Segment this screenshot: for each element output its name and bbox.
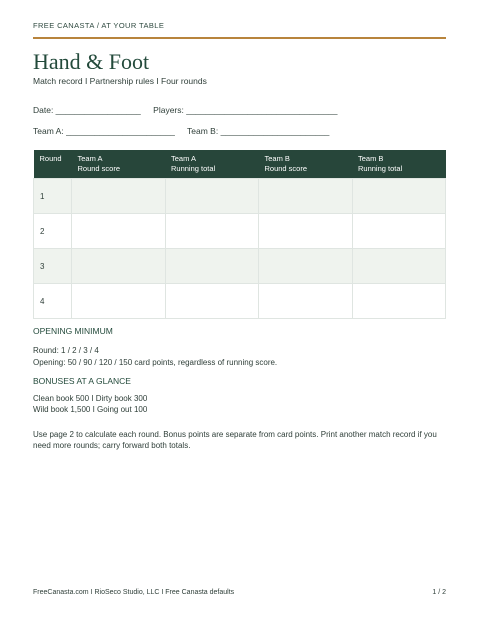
table-row bbox=[34, 179, 446, 214]
date-field[interactable]: Date: __________________ bbox=[33, 105, 141, 115]
opening-minimum-heading: OPENING MINIMUM bbox=[33, 326, 113, 336]
score-cell[interactable] bbox=[352, 214, 446, 249]
score-cell[interactable] bbox=[165, 214, 259, 249]
score-cell[interactable] bbox=[352, 284, 446, 319]
bonuses-line-2: Wild book 1,500 I Going out 100 bbox=[33, 405, 148, 414]
score-cell[interactable] bbox=[72, 284, 166, 319]
table-row bbox=[34, 284, 446, 319]
score-cell[interactable] bbox=[352, 249, 446, 284]
round-number: 3 bbox=[34, 249, 72, 284]
score-cell[interactable] bbox=[72, 214, 166, 249]
round-number: 2 bbox=[34, 214, 72, 249]
players-field[interactable]: Players: ________________________________ bbox=[153, 105, 338, 115]
score-cell[interactable] bbox=[259, 179, 353, 214]
bonuses-line-1: Clean book 500 I Dirty book 300 bbox=[33, 394, 148, 403]
header-rule bbox=[33, 37, 446, 39]
team-a-field[interactable]: Team A: _______________________ bbox=[33, 126, 175, 136]
round-number: 1 bbox=[34, 179, 72, 214]
round-number: 4 bbox=[34, 284, 72, 319]
instructions-note: Use page 2 to calculate each round. Bonus points are separate from card points. Print another match record if you need more rounds; carry forward both totals. bbox=[33, 430, 437, 450]
score-cell[interactable] bbox=[259, 214, 353, 249]
header-round: Round bbox=[34, 150, 72, 179]
score-cell[interactable] bbox=[352, 179, 446, 214]
score-cell[interactable] bbox=[259, 284, 353, 319]
opening-round-line: Round: 1 / 2 / 3 / 4 bbox=[33, 346, 99, 355]
score-table bbox=[33, 150, 446, 319]
score-cell[interactable] bbox=[72, 249, 166, 284]
header-team-b-round: Team B Round score bbox=[259, 150, 353, 179]
page-number: 1 / 2 bbox=[432, 589, 446, 596]
bonuses-heading: BONUSES AT A GLANCE bbox=[33, 376, 131, 386]
score-cell[interactable] bbox=[165, 179, 259, 214]
score-cell[interactable] bbox=[259, 249, 353, 284]
team-b-field[interactable]: Team B: _______________________ bbox=[187, 126, 330, 136]
score-cell[interactable] bbox=[165, 249, 259, 284]
header-team-a-round: Team A Round score bbox=[72, 150, 166, 179]
header-team-b-total: Team B Running total bbox=[352, 150, 446, 179]
page-title: Hand & Foot bbox=[33, 49, 150, 74]
teams-line bbox=[33, 126, 339, 136]
score-cell[interactable] bbox=[165, 284, 259, 319]
date-players-line bbox=[33, 105, 348, 115]
footer-credits: FreeCanasta.com I RioSeco Studio, LLC I Free Canasta defaults bbox=[33, 589, 235, 596]
table-row bbox=[34, 249, 446, 284]
header-team-a-total: Team A Running total bbox=[165, 150, 259, 179]
opening-points-line: Opening: 50 / 90 / 120 / 150 card points, regardless of running score. bbox=[33, 358, 278, 367]
page-subtitle: Match record I Partnership rules I Four rounds bbox=[33, 76, 207, 86]
eyebrow-label: FREE CANASTA / AT YOUR TABLE bbox=[33, 21, 165, 30]
score-table-header bbox=[34, 150, 446, 179]
score-cell[interactable] bbox=[72, 179, 166, 214]
table-row bbox=[34, 214, 446, 249]
